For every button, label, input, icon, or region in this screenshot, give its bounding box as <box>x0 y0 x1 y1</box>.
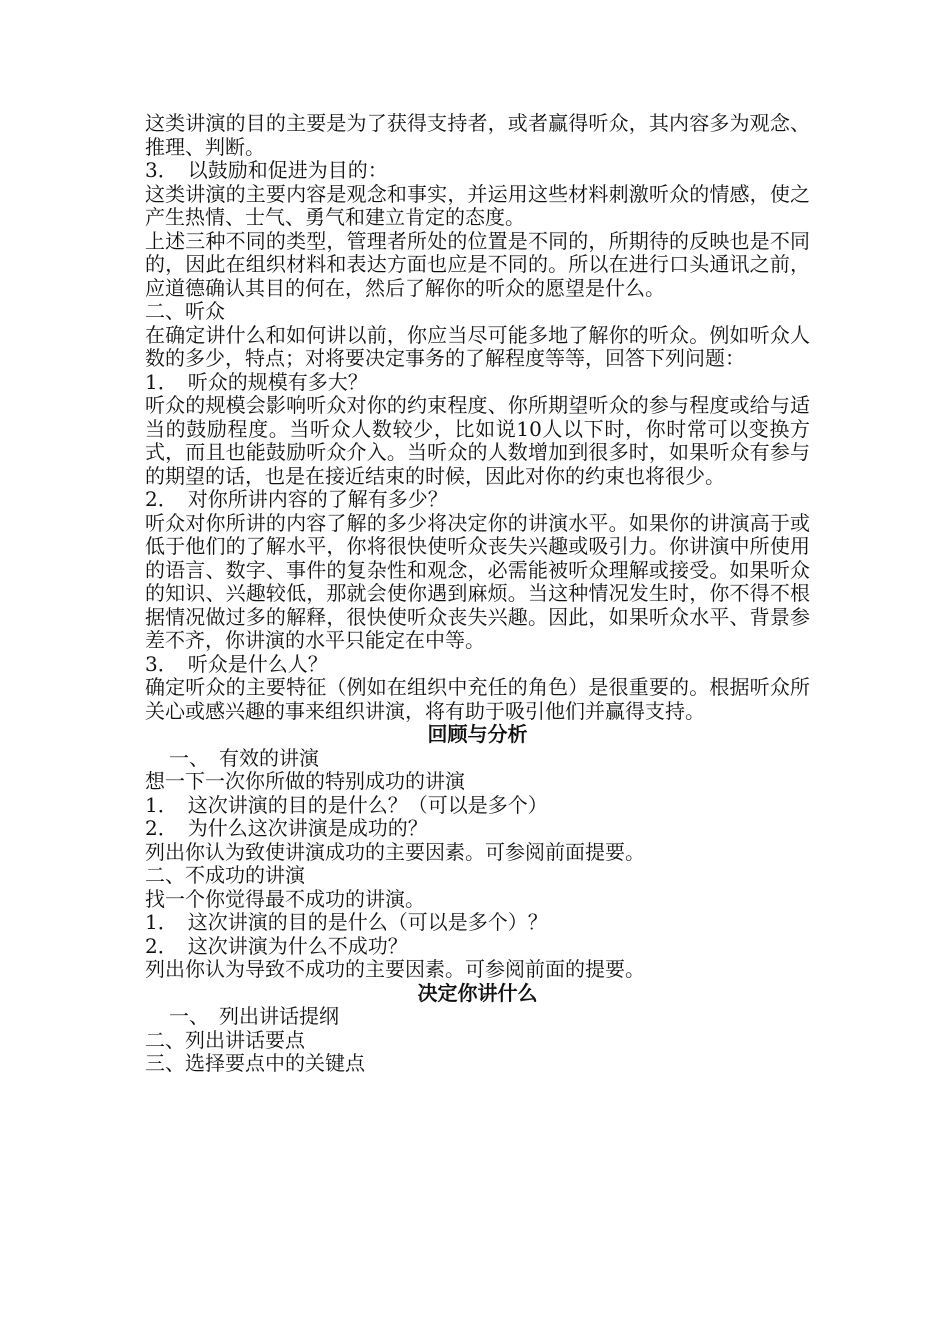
list-item: 3． 听众是什么人？ <box>145 651 328 676</box>
list-item: 2． 对你所讲内容的了解有多少？ <box>145 487 448 511</box>
paragraph: 列出你认为导致不成功的主要因素。可参阅前面的提要。 <box>145 957 645 981</box>
list-item: 三、选择要点中的关键点 <box>145 1051 365 1075</box>
list-item: 1． 这次讲演的目的是什么？（可以是多个） <box>145 792 548 817</box>
paragraph: 听众的规模会影响听众对你的约束程度、你所期望听众的参与程度或给与适当的鼓励程度。当听众人数较少，比如说10人以下时，你时常可以变换方式，而且也能鼓励听众介入。当听众的人数增加到很多时，如果听众有参与的期望的话，也是在接近结束的时候，因此对你的约束也将很少。 <box>145 393 810 488</box>
list-item: 一、 列出讲话提纲 <box>169 1004 339 1028</box>
paragraph: 这类讲演的主要内容是观念和事实，并运用这些材料刺激听众的情感，使之产生热情、士气、勇气和建立肯定的态度。 <box>145 181 810 229</box>
section-title-review: 回顾与分析 <box>427 722 528 746</box>
paragraph: 听众对你所讲的内容了解的多少将决定你的讲演水平。如果你的讲演高于或低于他们的了解水平，你将很快使听众丧失兴趣或吸引力。你讲演中所使用的语言、数字、事件的复杂性和观念，必需能被听众理解或接受。如果听众的知识、兴趣较低，那就会使你遇到麻烦。当这种情况发生时，你不得不根据情况做过多的解释，很快使听众丧失兴趣。因此，如果听众水平、背景参差不齐，你讲演的水平只能定在中等。 <box>145 510 810 652</box>
paragraph: 确定听众的主要特征（例如在组织中充任的角色）是很重要的。根据听众所关心或感兴趣的事来组织讲演，将有助于吸引他们并赢得支持。 <box>145 675 810 723</box>
list-item: 2． 为什么这次讲演是成功的？ <box>145 816 428 840</box>
list-item: 二、列出讲话要点 <box>145 1027 305 1052</box>
section-title-decide: 决定你讲什么 <box>417 980 538 1005</box>
paragraph: 上述三种不同的类型，管理者所处的位置是不同的，所期待的反映也是不同的，因此在组织材料和表达方面也应是不同的。所以在进行口头通讯之前，应道德确认其目的何在，然后了解你的听众的愿望是什么。 <box>145 228 810 300</box>
list-item: 3． 以鼓励和促进为目的： <box>145 158 388 182</box>
section-heading: 二、听众 <box>145 299 225 323</box>
list-item: 1． 这次讲演的目的是什么（可以是多个）？ <box>145 910 548 934</box>
paragraph: 这类讲演的目的主要是为了获得支持者，或者赢得听众，其内容多为观念、推理、判断。 <box>145 111 810 159</box>
paragraph: 找一个你觉得最不成功的讲演。 <box>145 886 425 911</box>
section-heading: 一、 有效的讲演 <box>169 745 319 770</box>
document-page <box>145 112 810 1076</box>
paragraph: 列出你认为致使讲演成功的主要因素。可参阅前面提要。 <box>145 839 645 864</box>
paragraph: 在确定讲什么和如何讲以前，你应当尽可能多地了解你的听众。例如听众人数的多少，特点；对将要决定事务的了解程度等等，回答下列问题： <box>145 322 810 370</box>
list-item: 1． 听众的规模有多大？ <box>145 369 368 394</box>
list-item: 2． 这次讲演为什么不成功？ <box>145 933 408 958</box>
paragraph: 想一下一次你所做的特别成功的讲演 <box>145 769 465 793</box>
section-heading: 二、不成功的讲演 <box>145 863 305 887</box>
